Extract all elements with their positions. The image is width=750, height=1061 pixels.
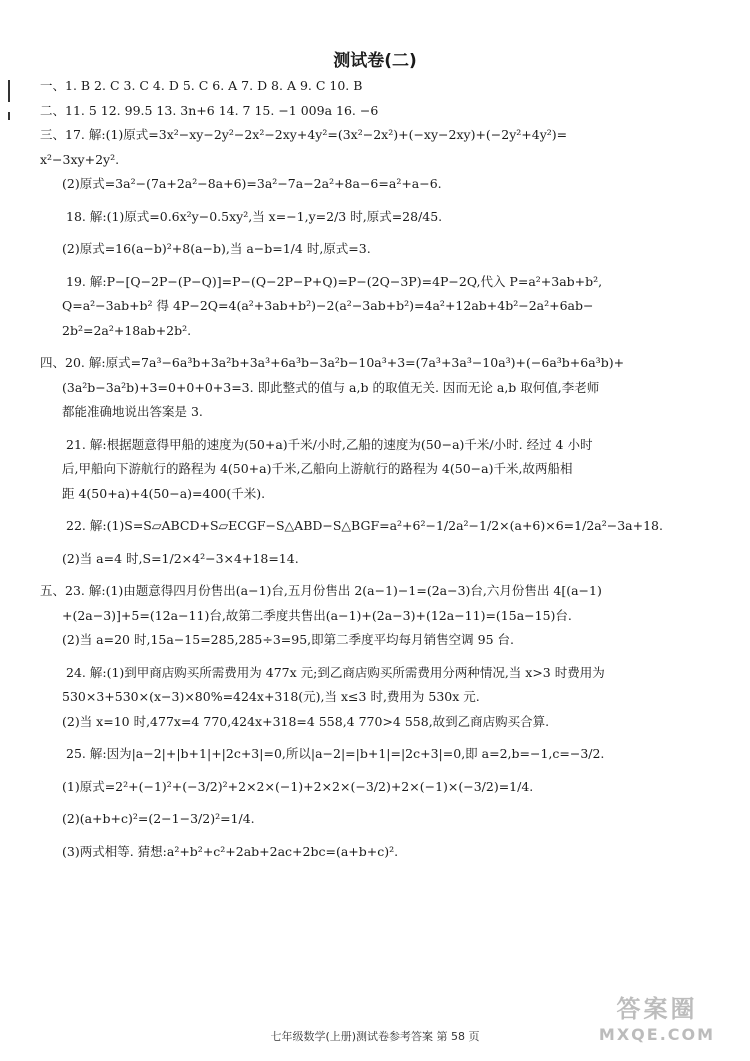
answer-25-line: (1)原式=2²+(−1)²+(−3/2)²+2×2×(−1)+2×2×(−3/2)+2×(−1)×(−3/2)=1/4. bbox=[62, 778, 534, 794]
answer-25-line: (3)两式相等. 猜想:a²+b²+c²+2ab+2ac+2bc=(a+b+c)². bbox=[62, 843, 399, 859]
answer-line-fill: 二、11. 5 12. 99.5 13. 3n+6 14. 7 15. −1 009a 16. −6 bbox=[40, 102, 379, 118]
answer-18-line: (2)原式=16(a−b)²+8(a−b),当 a−b=1/4 时,原式=3. bbox=[62, 241, 371, 256]
answer-22-line: (2)当 a=4 时,S=1/2×4²−3×4+18=14. bbox=[62, 550, 299, 566]
answer-17-line: 三、17. 解:(1)原式=3x²−xy−2y²−2x²−2xy+4y²=(3x²−2x²)+(−xy−2xy)+(−2y²+4y²)= bbox=[40, 127, 568, 142]
scan-edge-mark bbox=[8, 112, 10, 120]
answer-17-line: x²−3xy+2y². bbox=[40, 151, 120, 167]
answer-24-line: (2)当 x=10 时,477x=4 770,424x+318=4 558,4 770>4 558,故到乙商店购买合算. bbox=[62, 713, 550, 729]
page-footer: 七年级数学(上册)测试卷参考答案 第 58 页 bbox=[270, 1030, 480, 1043]
answer-22-line: 22. 解:(1)S=S▱ABCD+S▱ECGF−S△ABD−S△BGF=a²+6²−1/2a²−1/2×(a+6)×6=1/2a²−3a+18. bbox=[66, 518, 663, 533]
answer-20-line: 都能准确地说出答案是 3. bbox=[62, 404, 203, 419]
answer-19-line: Q=a²−3ab+b² 得 4P−2Q=4(a²+3ab+b²)−2(a²−3ab+b²)=4a²+12ab+4b²−2a²+6ab− bbox=[62, 298, 594, 313]
answer-24-line: 24. 解:(1)到甲商店购买所需费用为 477x 元;到乙商店购买所需费用分两种情况,当 x>3 时费用为 bbox=[66, 664, 605, 680]
answer-21-line: 21. 解:根据题意得甲船的速度为(50+a)千米/小时,乙船的速度为(50−a)千米/小时. 经过 4 小时 bbox=[66, 436, 593, 452]
answer-23-line: (2)当 a=20 时,15a−15=285,285÷3=95,即第二季度平均每月销售空调 95 台. bbox=[62, 632, 514, 647]
answer-17-line: (2)原式=3a²−(7a+2a²−8a+6)=3a²−7a−2a²+8a−6=a²+a−6. bbox=[62, 176, 442, 191]
watermark-logo bbox=[582, 993, 732, 1053]
answer-21-line: 后,甲船向下游航行的路程为 4(50+a)千米,乙船向上游航行的路程为 4(50−a)千米,故两船相 bbox=[62, 461, 573, 476]
answer-content bbox=[40, 74, 730, 864]
answer-23-line: +(2a−3)]+5=(12a−11)台,故第二季度共售出(a−1)+(2a−3)+(12a−11)=(15a−15)台. bbox=[62, 607, 572, 623]
answer-25-line: 25. 解:因为|a−2|+|b+1|+|2c+3|=0,所以|a−2|=|b+1|=|2c+3|=0,即 a=2,b=−1,c=−3/2. bbox=[66, 746, 605, 761]
answer-21-line: 距 4(50+a)+4(50−a)=400(千米). bbox=[62, 485, 266, 501]
answer-20-line: 四、20. 解:原式=7a³−6a³b+3a²b+3a³+6a³b−3a²b−10a³+3=(7a³+3a³−10a³)+(−6a³b+6a³b)+ bbox=[40, 355, 625, 370]
watermark-bottom-text: MXQE.COM bbox=[598, 1025, 716, 1044]
answer-19-line: 2b²=2a²+18ab+2b². bbox=[62, 322, 192, 338]
scan-edge-mark bbox=[8, 80, 10, 102]
answer-19-line: 19. 解:P−[Q−2P−(P−Q)]=P−(Q−2P−P+Q)=P−(2Q−3P)=4P−2Q,代入 P=a²+3ab+b², bbox=[66, 273, 603, 289]
answer-line-mc: 一、1. B 2. C 3. C 4. D 5. C 6. A 7. D 8. A 9. C 10. B bbox=[40, 78, 363, 93]
answer-20-line: (3a²b−3a²b)+3=0+0+0+3=3. 即此整式的值与 a,b 的取值无关. 因而无论 a,b 取何值,李老师 bbox=[62, 379, 600, 395]
answer-25-line: (2)(a+b+c)²=(2−1−3/2)²=1/4. bbox=[62, 811, 255, 826]
page-title: 测试卷(二) bbox=[333, 51, 417, 71]
answer-23-line: 五、23. 解:(1)由题意得四月份售出(a−1)台,五月份售出 2(a−1)−1=(2a−3)台,六月份售出 4[(a−1) bbox=[40, 583, 602, 598]
answer-18-line: 18. 解:(1)原式=0.6x²y−0.5xy²,当 x=−1,y=2/3 时,原式=28/45. bbox=[66, 208, 443, 224]
watermark-top-text: 答案圈 bbox=[616, 995, 698, 1023]
answer-24-line: 530×3+530×(x−3)×80%=424x+318(元),当 x≤3 时,费用为 530x 元. bbox=[62, 689, 480, 704]
